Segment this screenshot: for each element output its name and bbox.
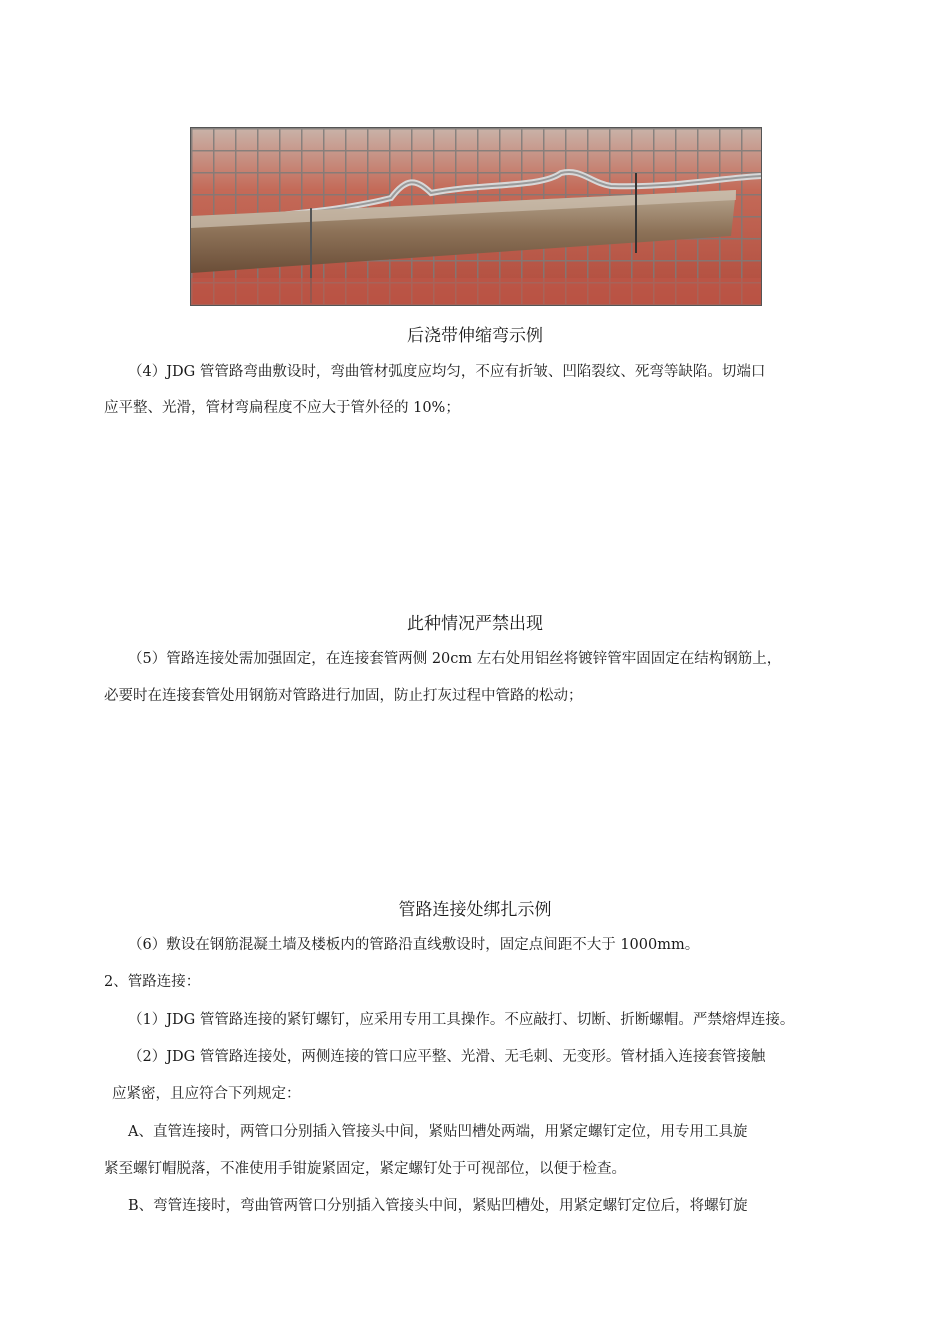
item-a-line-2: 紧至螺钉帽脱落，不准使用手钳旋紧固定，紧定螺钉处于可视部位，以便于检查。 [104, 1161, 626, 1177]
paragraph-4-line-2: 应平整、光滑，管材弯扁程度不应大于管外径的 10%； [104, 400, 460, 416]
subsection-2-line-1: （2）JDG 管管路连接处，两侧连接的管口应平整、光滑、无毛刺、无变形。管材插入连接套管接触 [128, 1049, 766, 1065]
figure-caption-expansion-bend: 后浇带伸缩弯示例 [407, 326, 543, 346]
item-a-line-1: A、直管连接时，两管口分别插入管接头中间，紧贴凹槽处两端，用紧定螺钉定位，用专用工具旋 [128, 1124, 748, 1140]
figure-caption-prohibited: 此种情况严禁出现 [407, 614, 543, 634]
paragraph-5-line-2: 必要时在连接套管处用钢筋对管路进行加固，防止打灰过程中管路的松动； [104, 688, 583, 704]
paragraph-5-line-1: （5）管路连接处需加强固定，在连接套管两侧 20cm 左右处用铝丝将镀锌管牢固固定在结构钢筋上， [128, 651, 782, 667]
paragraph-6: （6）敷设在钢筋混凝土墙及楼板内的管路沿直线敷设时，固定点间距不大于 1000mm。 [128, 937, 700, 953]
figure-caption-binding: 管路连接处绑扎示例 [398, 900, 552, 920]
paragraph-4-line-1: （4）JDG 管管路弯曲敷设时，弯曲管材弧度应均匀，不应有折皱、凹陷裂纹、死弯等缺陷。切端口 [128, 364, 766, 380]
subsection-1: （1）JDG 管管路连接的紧钉螺钉，应采用专用工具操作。不应敲打、切断、折断螺帽。严禁熔焊连接。 [128, 1012, 795, 1028]
subsection-2-line-2: 应紧密，且应符合下列规定： [112, 1086, 301, 1102]
expansion-bend-photo [190, 127, 762, 306]
section-2-heading: 2、管路连接： [104, 974, 201, 990]
item-b-line-1: B、弯管连接时，弯曲管两管口分别插入管接头中间，紧贴凹槽处，用紧定螺钉定位后，将螺钉旋 [128, 1198, 748, 1214]
